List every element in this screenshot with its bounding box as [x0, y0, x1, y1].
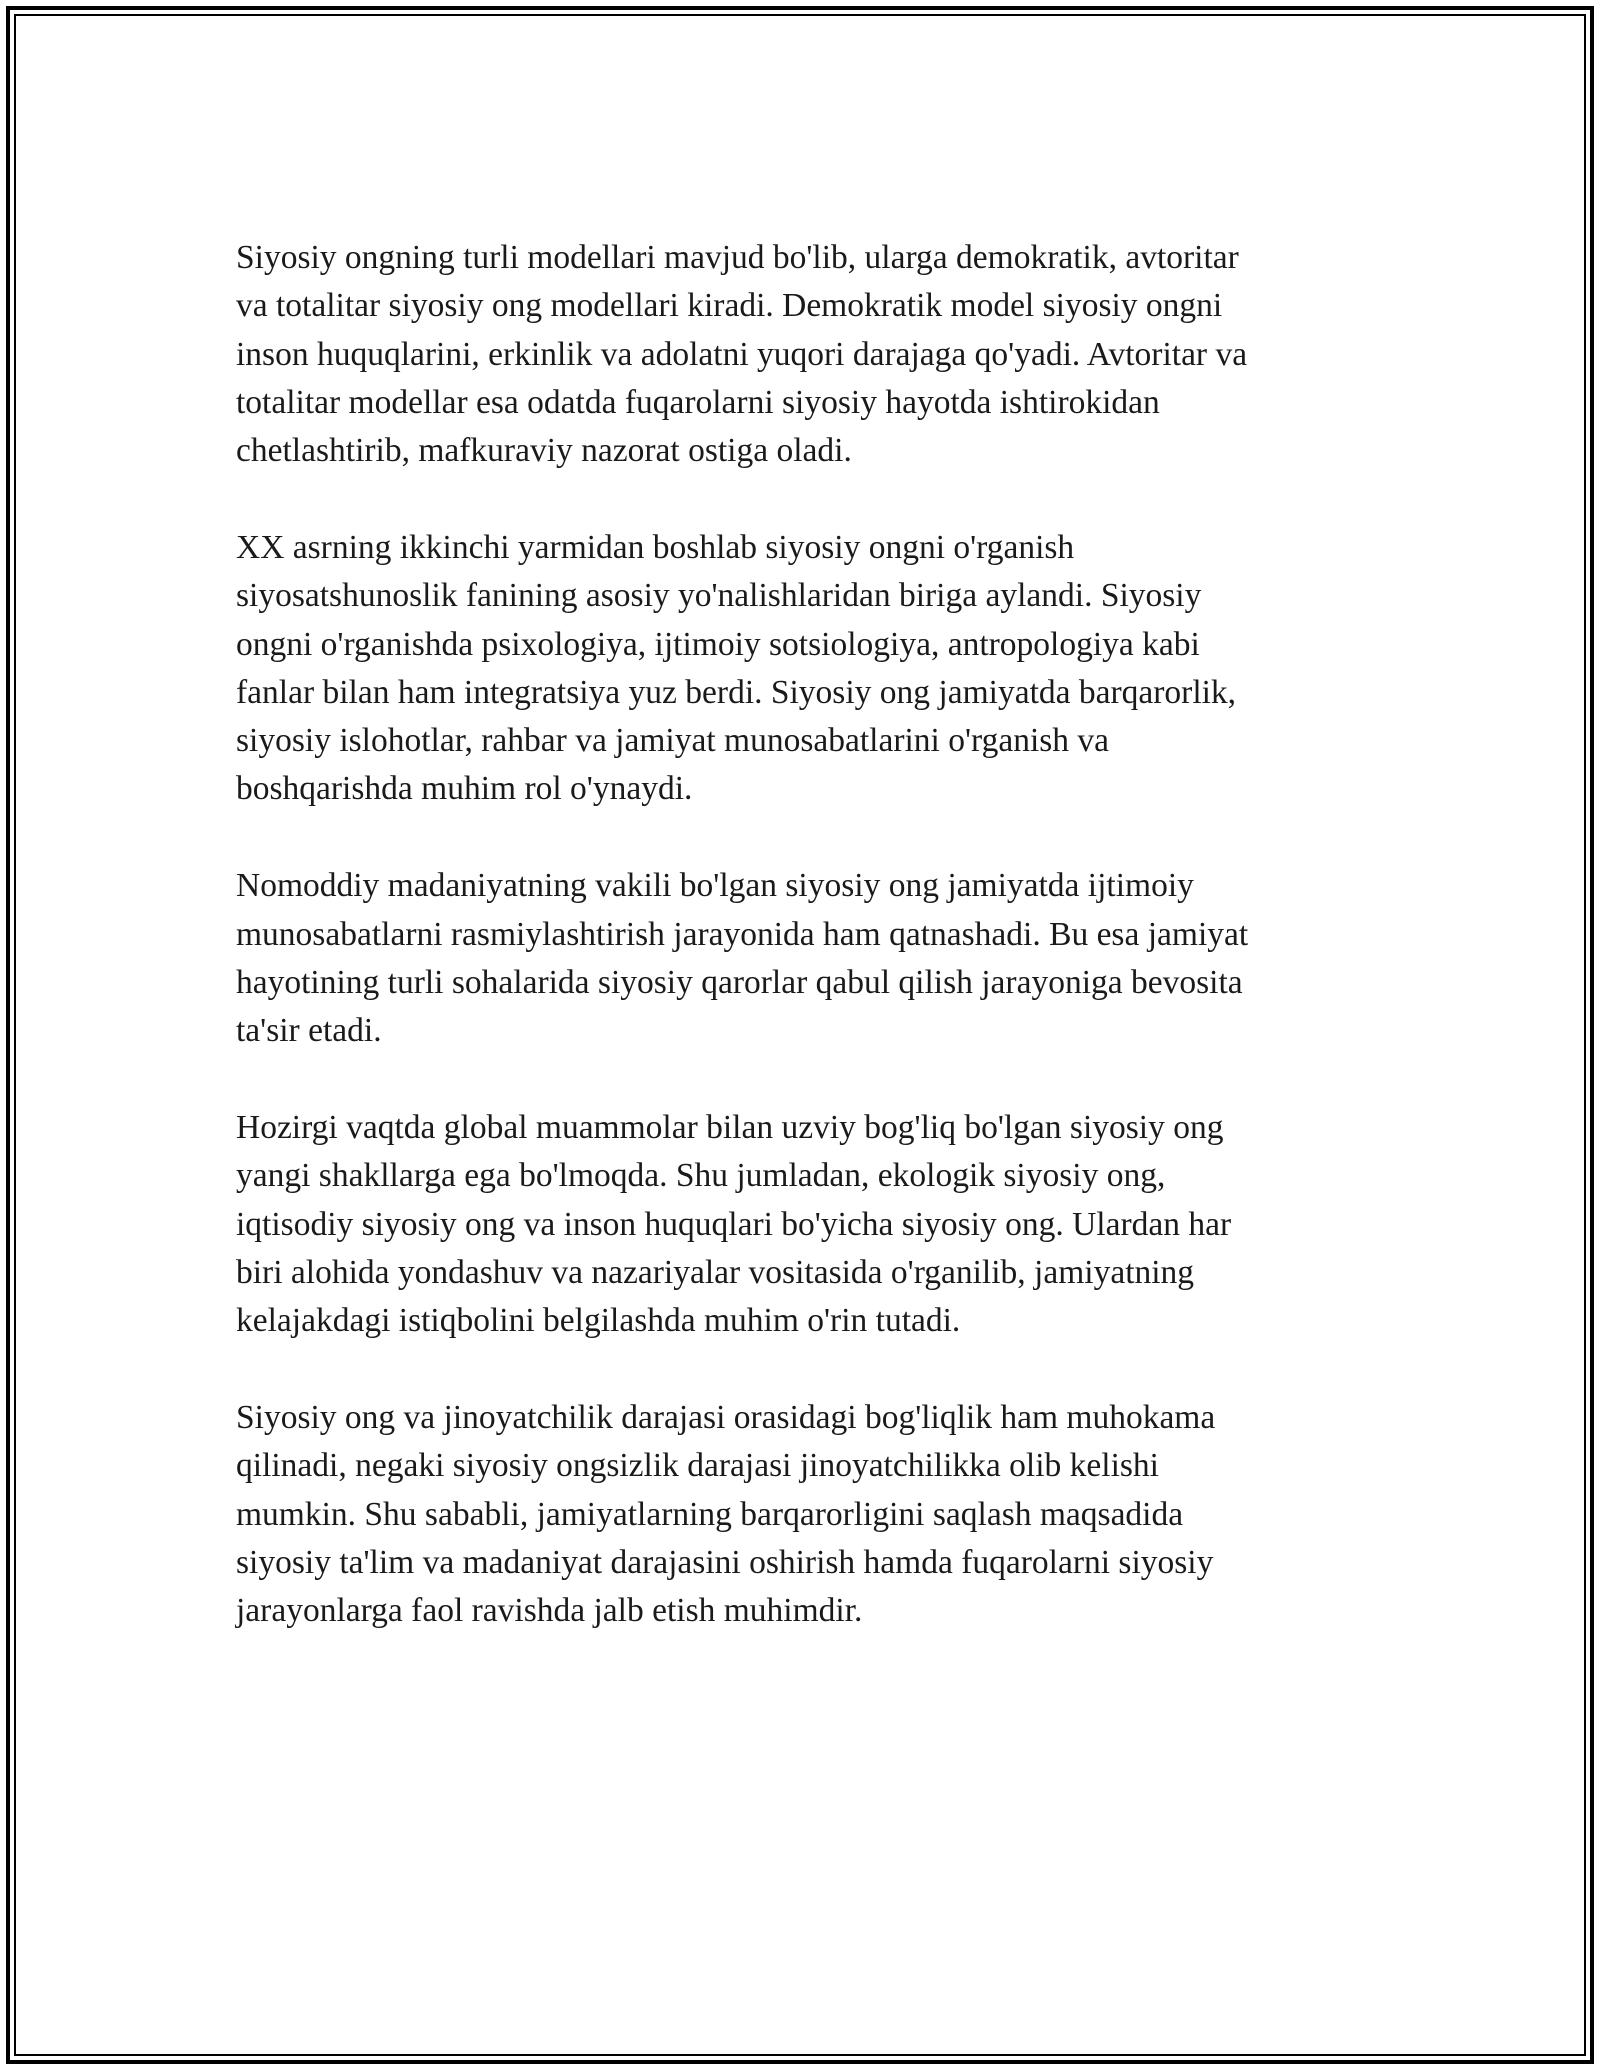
text-line: siyosiy ta'lim va madaniyat darajasini oshirish hamda fuqarolarni siyosiy: [236, 1543, 1214, 1581]
text-line: chetlashtirib, mafkuraviy nazorat ostiga oladi.: [236, 432, 852, 470]
text-line: fanlar bilan ham integratsiya yuz berdi. Siyosiy ong jamiyatda barqarorlik,: [236, 673, 1237, 711]
text-line: siyosiy islohotlar, rahbar va jamiyat munosabatlarini o'rganish va: [236, 722, 1110, 760]
text-line: biri alohida yondashuv va nazariyalar vositasida o'rganilib, jamiyatning: [236, 1253, 1195, 1291]
text-line: ongni o'rganishda psixologiya, ijtimoiy sotsiologiya, antropologiya kabi: [236, 625, 1200, 663]
paragraph-5: [236, 1394, 1376, 1635]
paragraph-4: [236, 1104, 1376, 1345]
text-line: qilinadi, negaki siyosiy ongsizlik darajasi jinoyatchilikka olib kelishi: [236, 1447, 1159, 1485]
text-line: Siyosiy ongning turli modellari mavjud bo'lib, ularga demokratik, avtoritar: [236, 239, 1239, 276]
text-line: ta'sir etadi.: [236, 1012, 382, 1050]
text-line: munosabatlarni rasmiylashtirish jarayonida ham qatnashadi. Bu esa jamiyat: [236, 915, 1249, 953]
document-body: [236, 234, 1376, 1684]
text-line: hayotining turli sohalarida siyosiy qarorlar qabul qilish jarayoniga bevosita: [236, 963, 1243, 1001]
text-line: Nomoddiy madaniyatning vakili bo'lgan siyosiy ong jamiyatda ijtimoiy: [236, 867, 1194, 905]
text-line: jarayonlarga faol ravishda jalb etish muhimdir.: [236, 1592, 863, 1630]
text-line: inson huquqlarini, erkinlik va adolatni yuqori darajaga qo'yadi. Avtoritar va: [236, 335, 1248, 373]
paragraph-1: [236, 234, 1376, 475]
paragraph-2: [236, 524, 1376, 814]
text-line: iqtisodiy siyosiy ong va inson huquqlari bo'yicha siyosiy ong. Ulardan har: [236, 1205, 1232, 1243]
text-line: XX asrning ikkinchi yarmidan boshlab siyosiy ongni o'rganish: [236, 528, 1075, 566]
text-line: siyosatshunoslik fanining asosiy yo'nalishlaridan biriga aylandi. Siyosiy: [236, 577, 1202, 615]
text-line: kelajakdagi istiqbolini belgilashda muhim o'rin tutadi.: [236, 1302, 961, 1340]
text-line: totalitar modellar esa odatda fuqarolarni siyosiy hayotda ishtirokidan: [236, 383, 1160, 421]
paragraph-3: [236, 862, 1376, 1055]
text-line: va totalitar siyosiy ong modellari kiradi. Demokratik model siyosiy ongni: [236, 287, 1223, 325]
text-line: boshqarishda muhim rol o'ynaydi.: [236, 770, 693, 808]
text-line: yangi shakllarga ega bo'lmoqda. Shu jumladan, ekologik siyosiy ong,: [236, 1157, 1166, 1195]
text-line: Hozirgi vaqtda global muammolar bilan uzviy bog'liq bo'lgan siyosiy ong: [236, 1108, 1224, 1146]
text-line: mumkin. Shu sababli, jamiyatlarning barqarorligini saqlash maqsadida: [236, 1495, 1184, 1533]
text-line: Siyosiy ong va jinoyatchilik darajasi orasidagi bog'liqlik ham muhokama: [236, 1398, 1216, 1436]
